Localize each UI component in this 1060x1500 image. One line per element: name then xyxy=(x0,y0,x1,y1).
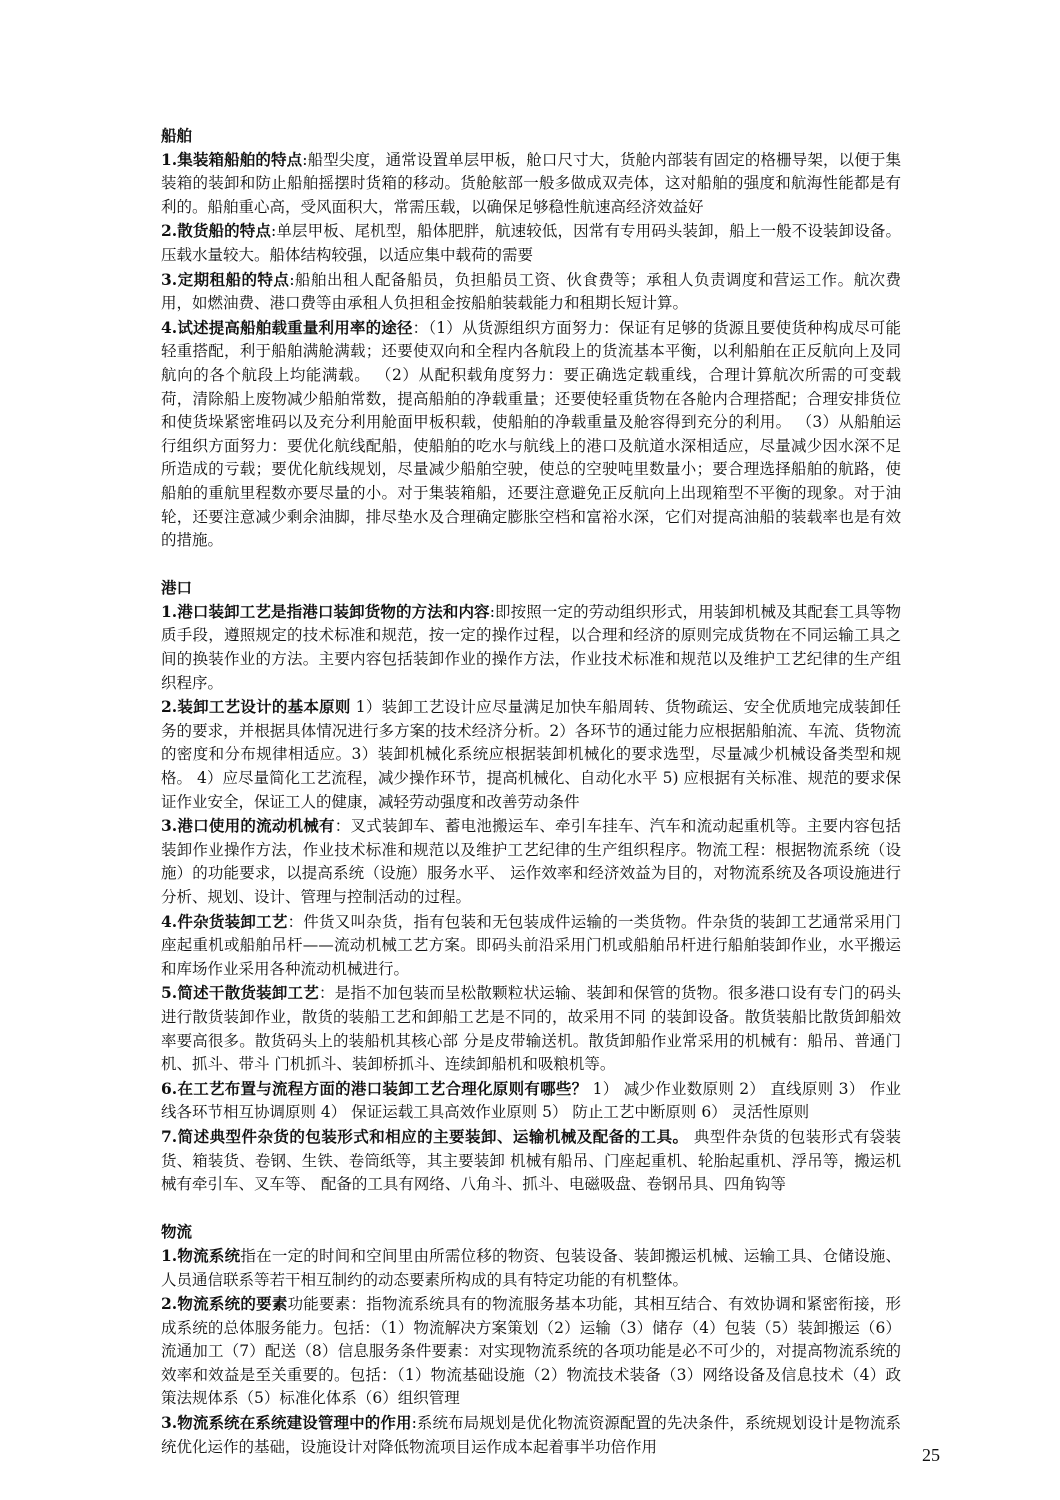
section-title: 船舶 xyxy=(161,126,193,145)
document-content xyxy=(161,124,901,1459)
paragraph-heading: 7.简述典型件杂货的包装形式和相应的主要装卸、运输机械及配备的工具。 xyxy=(161,1126,689,1146)
paragraph xyxy=(161,1244,901,1292)
paragraph-body: 1） 减少作业数原则 2） 直线原则 3） 作业线各环节相互协调原则 4） 保证运载工具高效作业原则 5） 防止工艺中断原则 6） 灵活性原则 xyxy=(161,1079,901,1122)
paragraph-body: 指在一定的时间和空间里由所需位移的物资、包装设备、装卸搬运机械、运输工具、仓储设施、人员通信联系等若干相互制约的动态要素所构成的具有特定功能的有机整体。 xyxy=(161,1246,901,1289)
section-title: 港口 xyxy=(161,578,193,598)
paragraph-heading: 2.物流系统的要素 xyxy=(161,1294,288,1314)
paragraph xyxy=(161,316,901,553)
paragraph-body: ：件货又叫杂货，指有包装和无包装成件运输的一类货物。件杂货的装卸工艺通常采用门座起重机或船舶吊杆——流动机械工艺方案。即码头前沿采用门机或船舶吊杆进行船舶装卸作业，水平搬运和库场作业采用各种流动机械进行。 xyxy=(161,912,901,978)
paragraph-heading: 6.在工艺布置与流程方面的港口装卸工艺合理化原则有哪些？ xyxy=(161,1078,588,1098)
paragraph xyxy=(161,1292,901,1411)
paragraph-heading: 2.装卸工艺设计的基本原则 xyxy=(161,697,351,717)
paragraph xyxy=(161,268,901,316)
paragraph xyxy=(161,1411,901,1459)
paragraph-body: :系统布局规划是优化物流资源配置的先决条件，系统规划设计是物流系统优化运作的基础，设施设计对降低物流项目运作成本起着事半功倍作用 xyxy=(161,1414,901,1456)
paragraph-heading: 1.集装箱船舶的特点 xyxy=(161,149,303,169)
paragraph-body: ：是指不加包装而呈松散颗粒状运输、装卸和保管的货物。很多港口设有专门的码头进行散货装卸作业，散货的装船工艺和卸船工艺是不同的，故采用不同 的装卸设备。散货装船比散货卸船效率要高很多。散货码头上的装船机其核心部 分是皮带输送机。散货卸船作业常采用的机械有：船吊、普通门机、抓斗、带斗 门机抓斗、装卸桥抓斗、连续卸船机和吸粮机等。 xyxy=(161,984,901,1074)
section-ships xyxy=(161,124,901,553)
paragraph-body: :即按照一定的劳动组织形式，用装卸机械及其配套工具等物质手段，遵照规定的技术标准和规范，按一定的操作过程，以合理和经济的原则完成货物在不同运输工具之间的换装作业的方法。主要内容包括装卸作业的操作方法，作业技术标准和规范以及维护工艺纪律的生产组织程序。 xyxy=(161,602,901,692)
paragraph xyxy=(161,695,901,814)
paragraph-heading: 3.物流系统在系统建设管理中的作用 xyxy=(161,1413,412,1433)
paragraph-heading: 1.港口装卸工艺是指港口装卸货物的方法和内容 xyxy=(161,601,490,621)
paragraph-heading: 1.物流系统 xyxy=(161,1245,241,1265)
section-title: 物流 xyxy=(161,1222,193,1242)
paragraph-heading: 5.简述干散货装卸工艺 xyxy=(161,983,320,1003)
page-number: 25 xyxy=(922,1445,940,1465)
paragraph-body: ：（1）从货源组织方面努力：保证有足够的货源且要使货种构成尽可能轻重搭配，利于船舶满舱满载；还要使双向和全程内各航段上的货流基本平衡，以利船舶在正反航向上及同航向的各个航段上均能满载。 （2）从配积载角度努力：要正确选定载重线，合理计算航次所需的可变载荷，清除船上废物减少船舶常数，提高船舶的净载重量；还要使轻重货物在各舱内合理搭配；合理安排货位和使货垛紧密堆码以及充分利用舱面甲板积载，使船舶的净载重量及舱容得到充分的利用。 （3）从船舶运行组织方面努力：要优化航线配船，使船舶的吃水与航线上的港口及航道水深相适应，尽量减少因水深不足所造成的亏载；要优化航线规划，尽量减少船舶空驶，使总的空驶吨里数量小；要合理选择船舶的航路，使船舶的重航里程数亦要尽量的小。对于集装箱船，还要注意避免正反航向上出现箱型不平衡的现象。对于油轮，还要注意减少剩余油脚，排尽垫水及合理确定膨胀空档和富裕水深，它们对提高油船的装载率也是有效的措施。 xyxy=(161,318,901,550)
paragraph-body: 典型件杂货的包装形式有袋装货、箱装货、卷钢、生铁、卷筒纸等，其主要装卸 机械有船吊、门座起重机、轮胎起重机、浮吊等，搬运机械有牵引车、叉车等、 配备的工具有网络、八角斗、抓斗、电磁吸盘、卷钢吊具、四角钩等 xyxy=(161,1127,902,1194)
section-ports xyxy=(161,576,901,1196)
paragraph-body: :船型尖度，通常设置单层甲板，舱口尺寸大，货舱内部装有固定的格栅导架，以便于集装箱的装卸和防止船舶摇摆时货箱的移动。货舱舷部一般多做成双壳体，这对船舶的强度和航海性能都是有利的。船舶重心高，受风面积大，常需压载，以确保足够稳性航速高经济效益好 xyxy=(161,150,901,216)
paragraph-heading: 4.件杂货装卸工艺 xyxy=(161,911,288,931)
paragraph xyxy=(161,910,901,982)
paragraph xyxy=(161,600,901,695)
paragraph xyxy=(161,1077,901,1125)
paragraph-heading: 2.散货船的特点 xyxy=(161,221,272,241)
paragraph-body: ：叉式装卸车、蓄电池搬运车、牵引车挂车、汽车和流动起重机等。主要内容包括装卸作业操作方法，作业技术标准和规范以及维护工艺纪律的生产组织程序。物流工程：根据物流系统（设施）的功能要求，以提高系统（设施）服务水平、 运作效率和经济效益为目的，对物流系统及各项设施进行分析、规划、设计、管理与控制活动的过程。 xyxy=(161,817,901,906)
paragraph-heading: 3.定期租船的特点 xyxy=(161,269,290,289)
paragraph xyxy=(161,814,901,909)
paragraph xyxy=(161,219,901,267)
paragraph xyxy=(161,981,901,1076)
section-logistics xyxy=(161,1220,901,1459)
paragraph xyxy=(161,1125,901,1197)
paragraph-body: :单层甲板、尾机型，船体肥胖，航速较低，因常有专用码头装卸，船上一般不设装卸设备。压载水量较大。船体结构较强，以适应集中载荷的需要 xyxy=(161,222,901,264)
paragraph-heading: 4.试述提高船舶载重量利用率的途径 xyxy=(161,317,413,337)
paragraph-heading: 3.港口使用的流动机械有 xyxy=(161,816,335,836)
paragraph-body: 1）装卸工艺设计应尽量满足加快车船周转、货物疏运、安全优质地完成装卸任务的要求，并根据具体情况进行多方案的技术经济分析。2）各环节的通过能力应根据船舶流、车流、货物流的密度和分布规律相适应。3）装卸机械化系统应根据装卸机械化的要求选型，尽量减少机械设备类型和规格。 4）应尽量简化工艺流程，减少操作环节，提高机械化、自动化水平 5) 应根据有关标准、规范的要求保证作业安全，保证工人的健康，减轻劳动强度和改善劳动条件 xyxy=(161,698,901,811)
paragraph-body: :船舶出租人配备船员，负担船员工资、伙食费等；承租人负责调度和营运工作。航次费用，如燃油费、港口费等由承租人负担租金按船舶装载能力和租期长短计算。 xyxy=(161,270,901,313)
paragraph-body: 功能要素：指物流系统具有的物流服务基本功能，其相互结合、有效协调和紧密衔接，形成系统的总体服务能力。包括：（1）物流解决方案策划（2）运输（3）储存（4）包装（5）装卸搬运（6）流通加工（7）配送（8）信息服务条件要素：对实现物流系统的各项功能是必不可少的，对提高物流系统的效率和效益是至关重要的。包括：（1）物流基础设施（2）物流技术装备（3）网络设备及信息技术（4）政策法规体系（5）标准化体系（6）组织管理 xyxy=(161,1295,901,1408)
paragraph xyxy=(161,148,901,220)
